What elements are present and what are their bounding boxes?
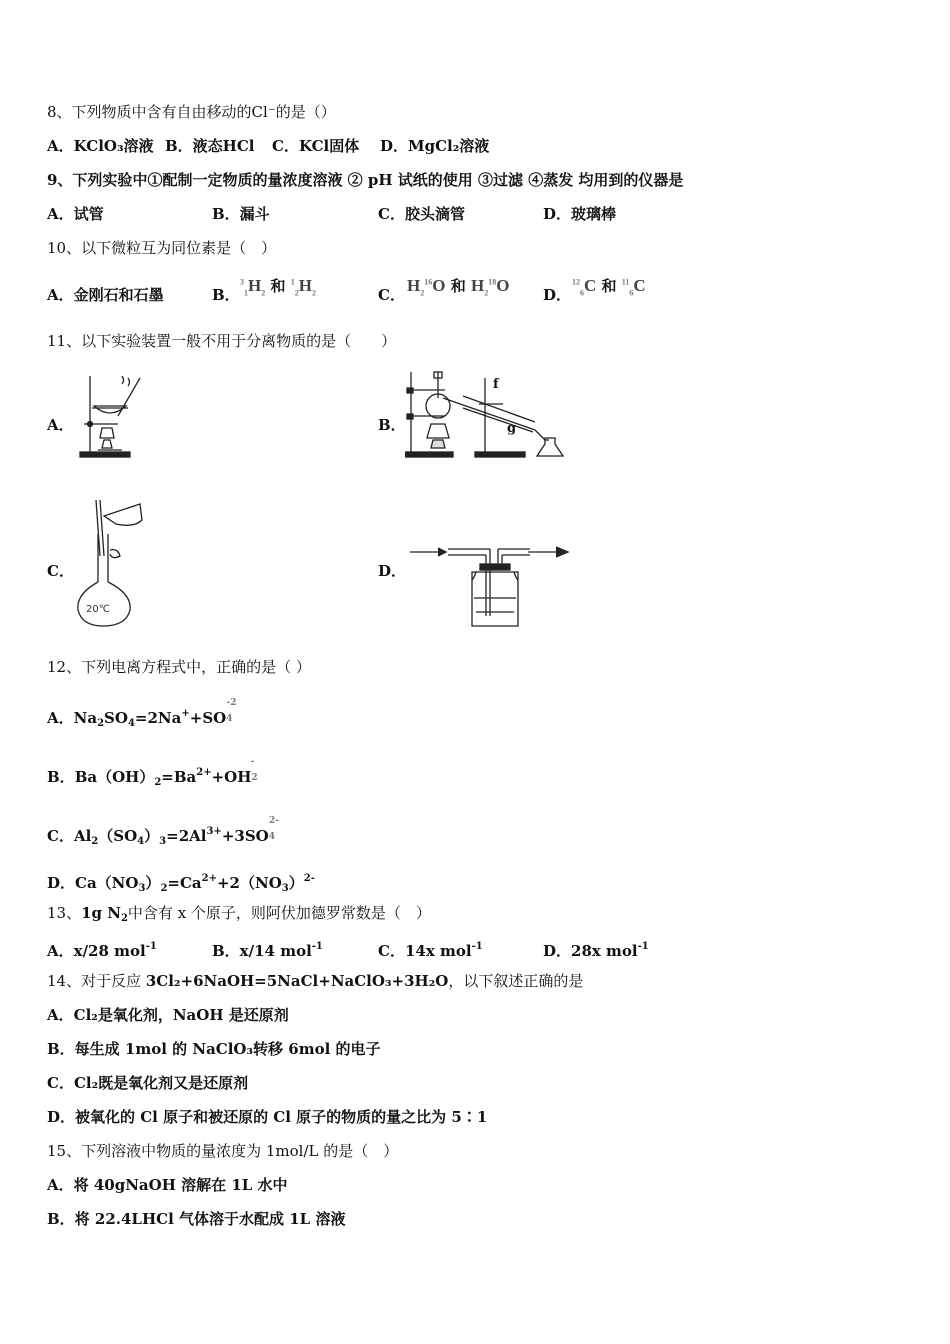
q12-option-c-label: C． bbox=[47, 827, 74, 845]
q10-option-b[interactable]: B． bbox=[212, 286, 240, 304]
q13-option-a[interactable] bbox=[47, 937, 157, 961]
q14-stem-post: ，以下叙述正确的是 bbox=[448, 972, 584, 990]
q10-b-formula: $^3_1H_2$ 和 $^1_2H_2$ bbox=[240, 276, 316, 298]
q15-option-b[interactable]: B．将 22.4LHCl 气体溶于水配成 1L 溶液 bbox=[47, 1210, 346, 1228]
q13-option-c[interactable] bbox=[378, 937, 483, 961]
q13-option-a-text: A．x/28 mol bbox=[47, 942, 146, 960]
evaporation-apparatus-figure bbox=[78, 372, 148, 460]
q13-stem-post: 中含有 x 个原子，则阿伏加德罗常数是（ ） bbox=[127, 904, 431, 922]
q13-option-c-text: C．14x mol bbox=[378, 942, 472, 960]
distillation-apparatus-figure bbox=[405, 368, 580, 460]
q14-stem-eq: 3Cl₂+6NaOH=5NaCl+NaClO₃+3H₂O bbox=[145, 972, 449, 990]
q15-stem: 15、下列溶液中物质的量浓度为 1mol/L 的是（ ） bbox=[47, 1142, 399, 1160]
q8-stem: 8、下列物质中含有自由移动的Cl⁻的是（） bbox=[47, 103, 336, 121]
q10-d-and: 和 bbox=[601, 277, 617, 295]
q10-d-formula: $^{12}_6$C 和 $^{11}_6$C bbox=[572, 276, 646, 298]
q13-option-c-exp: -1 bbox=[471, 941, 483, 952]
q8-option-d[interactable]: D．MgCl₂溶液 bbox=[380, 137, 490, 155]
q13-option-d-exp: -1 bbox=[637, 941, 649, 952]
q15-option-a[interactable]: A．将 40gNaOH 溶解在 1L 水中 bbox=[47, 1176, 288, 1194]
q11-stem: 11、以下实验装置一般不用于分离物质的是（ ） bbox=[47, 332, 397, 350]
label-g: g bbox=[507, 421, 517, 436]
q13-option-d-text: D．28x mol bbox=[543, 942, 638, 960]
q14-option-b[interactable]: B．每生成 1mol 的 NaClO₃转移 6mol 的电子 bbox=[47, 1040, 381, 1058]
flask-mark: 20℃ bbox=[86, 604, 110, 615]
q11-option-d[interactable]: D． bbox=[378, 562, 407, 580]
q9-option-b[interactable]: B．漏斗 bbox=[212, 205, 270, 223]
q13-option-b[interactable] bbox=[212, 937, 323, 961]
q12-option-c[interactable]: C．$Al_2(SO_4)_3=2Al^{3+}+3SO4^{2-}$ bbox=[47, 816, 279, 847]
q12-option-b[interactable]: B．$Ba(OH)_2=Ba^{2+}+OH2^-$ bbox=[47, 757, 258, 788]
q14-option-a[interactable]: A．Cl₂是氧化剂，NaOH 是还原剂 bbox=[47, 1006, 289, 1024]
q14-stem-pre: 14、对于反应 bbox=[47, 972, 146, 990]
q10-c-formula: $H_2^{16}O$ 和 $H_2^{18}O$ bbox=[407, 276, 510, 298]
q11-option-a[interactable]: A． bbox=[47, 416, 74, 434]
q10-option-d[interactable]: D． bbox=[543, 286, 572, 304]
q10-stem: 10、以下微粒互为同位素是（ ） bbox=[47, 239, 277, 257]
q12-option-a-label: A． bbox=[47, 709, 74, 727]
q13-option-d[interactable] bbox=[543, 937, 649, 961]
q12-option-d-label: D． bbox=[47, 874, 76, 892]
q14-option-d[interactable]: D．被氧化的 Cl 原子和被还原的 Cl 原子的物质的量之比为 5∶1 bbox=[47, 1108, 488, 1126]
q12-option-d[interactable]: D．$Ca(NO_3)_2=Ca^{2+}+2(NO_3)^{2-}$ bbox=[47, 873, 315, 894]
q12-stem: 12、下列电离方程式中，正确的是（ ） bbox=[47, 658, 311, 676]
q10-c-and: 和 bbox=[450, 277, 466, 295]
q13-stem: 13、1g $N_2$中含有 x 个原子，则阿伏加德罗常数是（ ） bbox=[47, 904, 431, 924]
q13-option-b-text: B．x/14 mol bbox=[212, 942, 312, 960]
q10-b-and: 和 bbox=[270, 277, 286, 295]
q13-option-b-exp: -1 bbox=[311, 941, 323, 952]
q9-option-c[interactable]: C．胶头滴管 bbox=[378, 205, 465, 223]
q13-stem-pre: 13、 bbox=[47, 904, 82, 922]
gas-washing-bottle-figure bbox=[408, 540, 573, 632]
q14-stem bbox=[47, 971, 583, 991]
q8-option-b[interactable]: B．液态HCl bbox=[165, 137, 255, 155]
q8-option-c[interactable]: C．KCl固体 bbox=[272, 137, 360, 155]
q13-option-a-exp: -1 bbox=[145, 941, 157, 952]
q9-stem: 9、下列实验中①配制一定物质的量浓度溶液 ② pH 试纸的使用 ③过滤 ④蒸发 均用到的仪器是 bbox=[47, 171, 684, 189]
q14-option-c[interactable]: C．Cl₂既是氧化剂又是还原剂 bbox=[47, 1074, 249, 1092]
q10-option-a[interactable]: A．金刚石和石墨 bbox=[47, 286, 164, 304]
q13-stem-bold: 1g N bbox=[81, 904, 121, 922]
q12-option-a[interactable]: A．$Na_2SO_4=2Na^++SO4^{-2}$ bbox=[47, 698, 237, 729]
q12-option-b-label: B． bbox=[47, 768, 75, 786]
q11-option-b[interactable]: B． bbox=[378, 416, 406, 434]
q11-option-c[interactable]: C． bbox=[47, 562, 74, 580]
label-f: f bbox=[493, 377, 499, 392]
q9-option-a[interactable]: A．试管 bbox=[47, 205, 104, 223]
volumetric-flask-figure bbox=[70, 498, 150, 630]
q9-option-d[interactable]: D．玻璃棒 bbox=[543, 205, 617, 223]
q10-option-c[interactable]: C． bbox=[378, 286, 405, 304]
q8-option-a[interactable]: A．KClO₃溶液 bbox=[47, 137, 154, 155]
